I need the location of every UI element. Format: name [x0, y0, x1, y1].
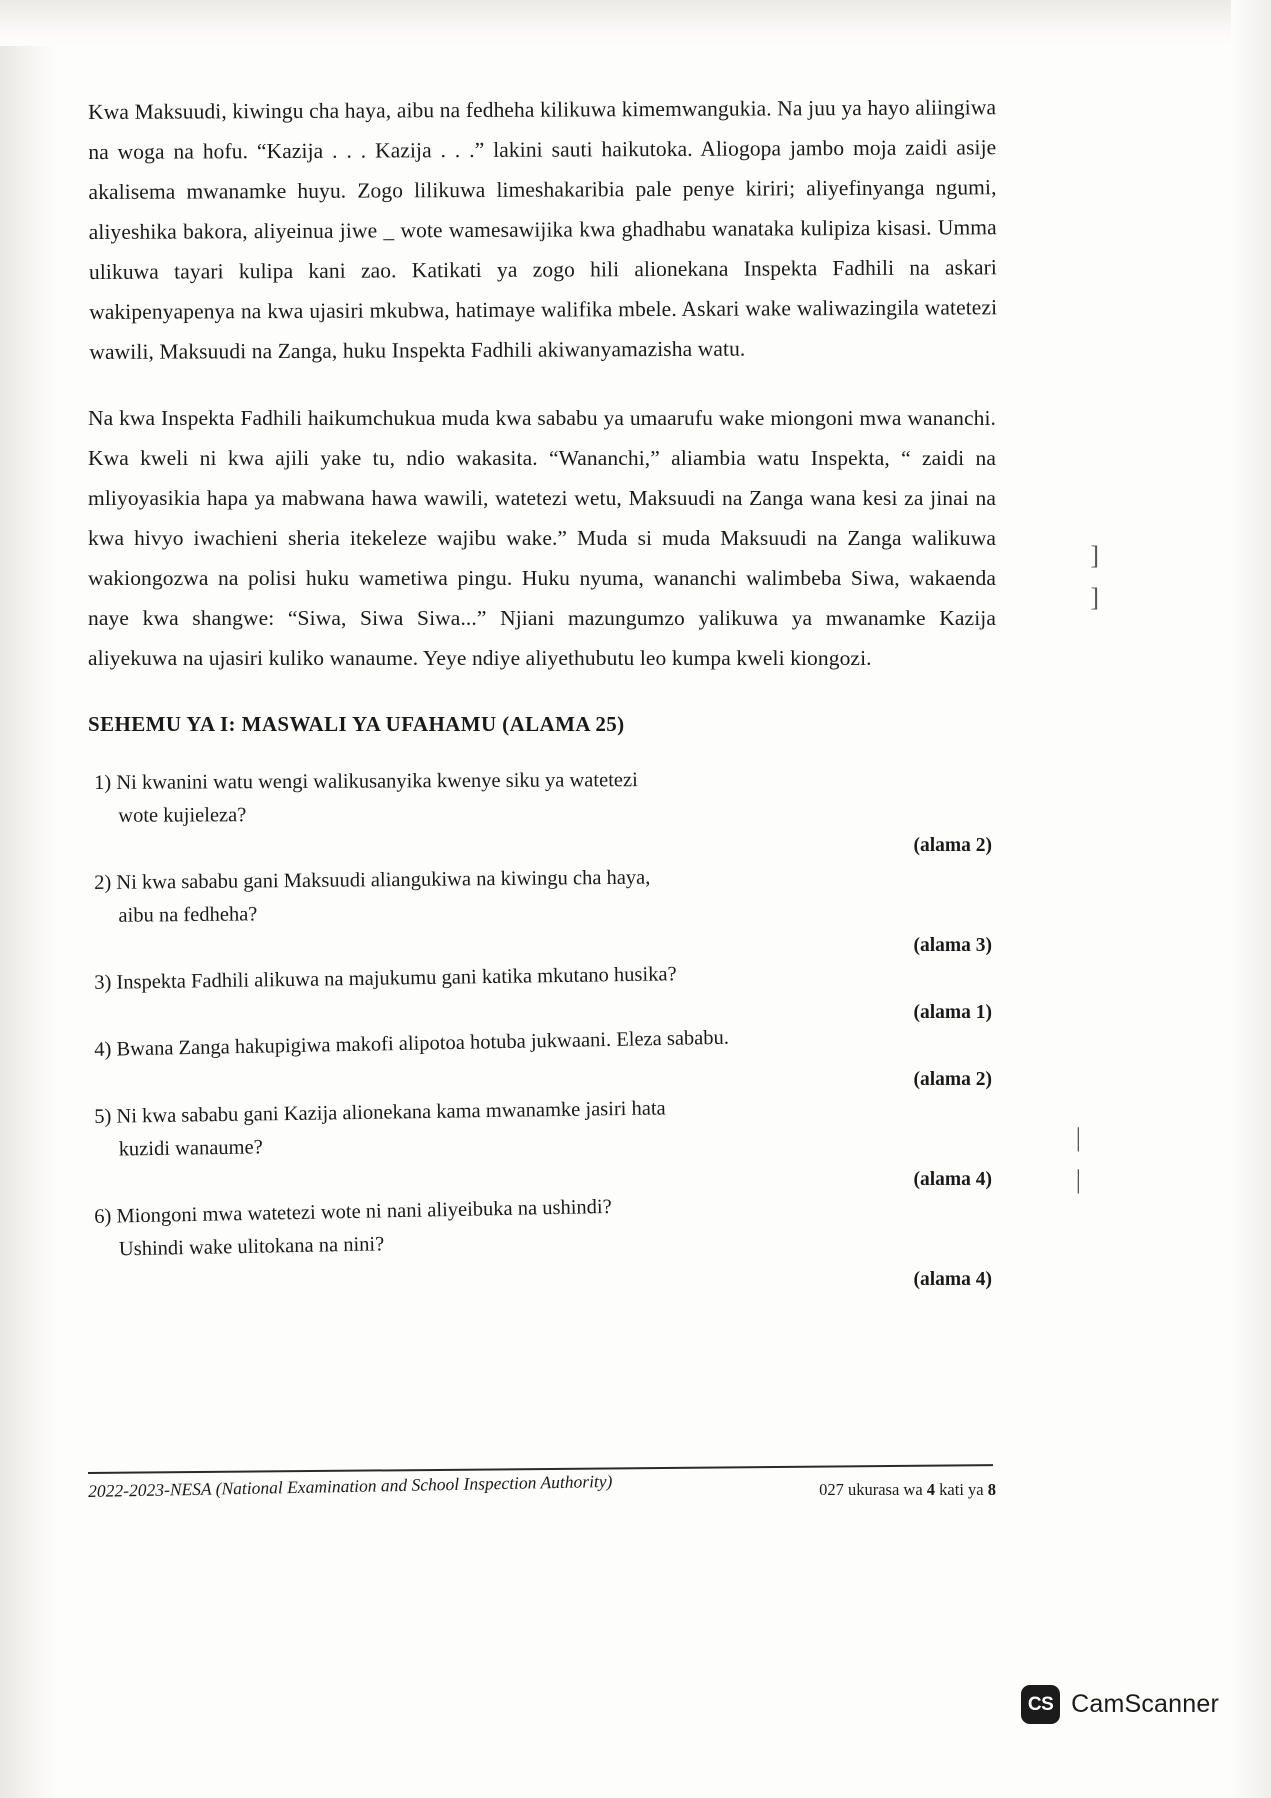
question-number: 1)	[94, 771, 112, 794]
footer-total-pages: 8	[987, 1480, 996, 1499]
question-marks: (alama 1)	[913, 1002, 992, 1023]
question-line-2: aibu na fedheha?	[118, 903, 258, 927]
scan-shadow-top	[0, 0, 1271, 46]
question-text	[88, 1185, 915, 1267]
passage-paragraph-2-block	[88, 398, 996, 678]
question-line-1: Inspekta Fadhili alikuwa na majukumu gani katika mkutano husika?	[116, 963, 677, 994]
scan-shadow-right	[1231, 0, 1271, 1798]
question-marks: (alama 3)	[913, 935, 992, 956]
footer-row	[88, 1472, 996, 1502]
question-line-1: Ni kwa sababu gani Maksuudi aliangukiwa na kiwingu cha haya,	[116, 866, 651, 894]
scan-shadow-left	[0, 0, 58, 1798]
question-number: 2)	[94, 871, 112, 894]
footer-page-info	[819, 1480, 996, 1502]
page-content	[88, 92, 996, 1301]
question-line-1: Ni kwanini watu wengi walikusanyika kwenye siku ya watetezi	[116, 769, 638, 794]
question-number: 5)	[94, 1105, 112, 1128]
question-item	[88, 1195, 996, 1291]
question-line-2: wote kujieleza?	[118, 804, 247, 827]
footer-page-label: ukurasa wa	[847, 1480, 923, 1499]
question-line-1: Ni kwa sababu gani Kazija alionekana kama mwanamke jasiri hata	[116, 1097, 666, 1128]
footer-of-label: kati ya	[939, 1480, 984, 1499]
question-number: 4)	[94, 1038, 112, 1061]
margin-mark: |	[1075, 1123, 1081, 1152]
camscanner-label: CamScanner	[1071, 1690, 1219, 1718]
page-footer	[88, 1472, 996, 1502]
question-line-1: Bwana Zanga hakupigiwa makofi alipotoa hotuba jukwaani. Eleza sababu.	[116, 1026, 730, 1061]
questions-list	[88, 767, 996, 1291]
question-text	[88, 1089, 915, 1167]
question-number: 3)	[94, 971, 112, 994]
question-item	[88, 767, 996, 857]
question-text	[88, 1018, 914, 1067]
footer-page-number: 4	[926, 1480, 936, 1499]
question-text	[88, 763, 914, 833]
question-item	[88, 867, 996, 957]
camscanner-badge-icon: CS	[1021, 1685, 1060, 1724]
question-item	[88, 1097, 996, 1191]
question-marks: (alama 4)	[913, 1169, 992, 1190]
passage-paragraph-1-block	[88, 92, 996, 372]
passage-paragraph-1: Kwa Maksuudi, kiwingu cha haya, aibu na fedheha kilikuwa kimemwangukia. Na juu ya hayo aliingiwa na woga na hofu. “Kazija . . . Kazija . . .” lakini sauti haikutoka. Aliogopa jambo moja zaidi asije akalisema mwanamke huyu. Zogo lilikuwa limeshakaribia pale penye kiriri; aliyefinyanga ngumi, aliyeshika bakora, aliyeinua jiwe _ wote wamesawijika kwa ghadhabu wanataka kulipiza kisasi. Umma ulikuwa tayari kulipa kani zao. Katikati ya zogo hili alionekana Inspekta Fadhili na askari wakipenyapenya na kwa ujasiri mkubwa, hatimaye walifika mbele. Askari wake waliwazingila watetezi wawili, Maksuudi na Zanga, huku Inspekta Fadhili akiwanyamazisha watu.	[88, 95, 998, 364]
question-line-2: Ushindi wake ulitokana na nini?	[118, 1233, 385, 1261]
section-heading: SEHEMU YA I: MASWALI YA UFAHAMU (ALAMA 25)	[88, 712, 625, 736]
margin-mark: ]	[1090, 583, 1099, 612]
question-text	[88, 859, 915, 933]
question-item	[88, 1026, 996, 1091]
question-marks: (alama 4)	[913, 1269, 992, 1290]
camscanner-watermark	[1021, 1685, 1219, 1724]
footer-page-code: 027	[819, 1480, 844, 1499]
question-marks: (alama 2)	[913, 1069, 992, 1090]
question-item	[88, 963, 996, 1024]
question-marks: (alama 2)	[913, 835, 992, 856]
footer-authority-text: 2022-2023-NESA (National Examination and School Inspection Authority)	[88, 1470, 613, 1501]
margin-mark: |	[1075, 1165, 1081, 1194]
margin-mark: ]	[1090, 541, 1099, 570]
question-text	[88, 955, 914, 1000]
question-number: 6)	[94, 1205, 112, 1228]
question-line-2: kuzidi wanaume?	[118, 1136, 263, 1161]
question-line-1: Miongoni mwa watetezi wote ni nani aliyeibuka na ushindi?	[116, 1195, 612, 1228]
passage-paragraph-2: Na kwa Inspekta Fadhili haikumchukua muda kwa sababu ya umaarufu wake miongoni mwa wananchi. Kwa kweli ni kwa ajili yake tu, ndio wakasita. “Wananchi,” aliambia watu Inspekta, “ zaidi na mliyoyasikia hapa ya mabwana hawa wawili, watetezi wetu, Maksuudi na Zanga wana kesi za jinai na kwa hivyo iwachieni sheria itekeleze wajibu wake.” Muda si muda Maksuudi na Zanga walikuwa wakiongozwa na polisi huku wametiwa pingu. Huku nyuma, wananchi walimbeba Siwa, wakaenda naye kwa shangwe: “Siwa, Siwa Siwa...” Njiani mazungumzo yalikuwa ya mwanamke Kazija aliyekuwa na ujasiri kuliko wanaume. Yeye ndiye aliyethubutu leo kumpa kweli kiongozi.	[88, 406, 996, 670]
